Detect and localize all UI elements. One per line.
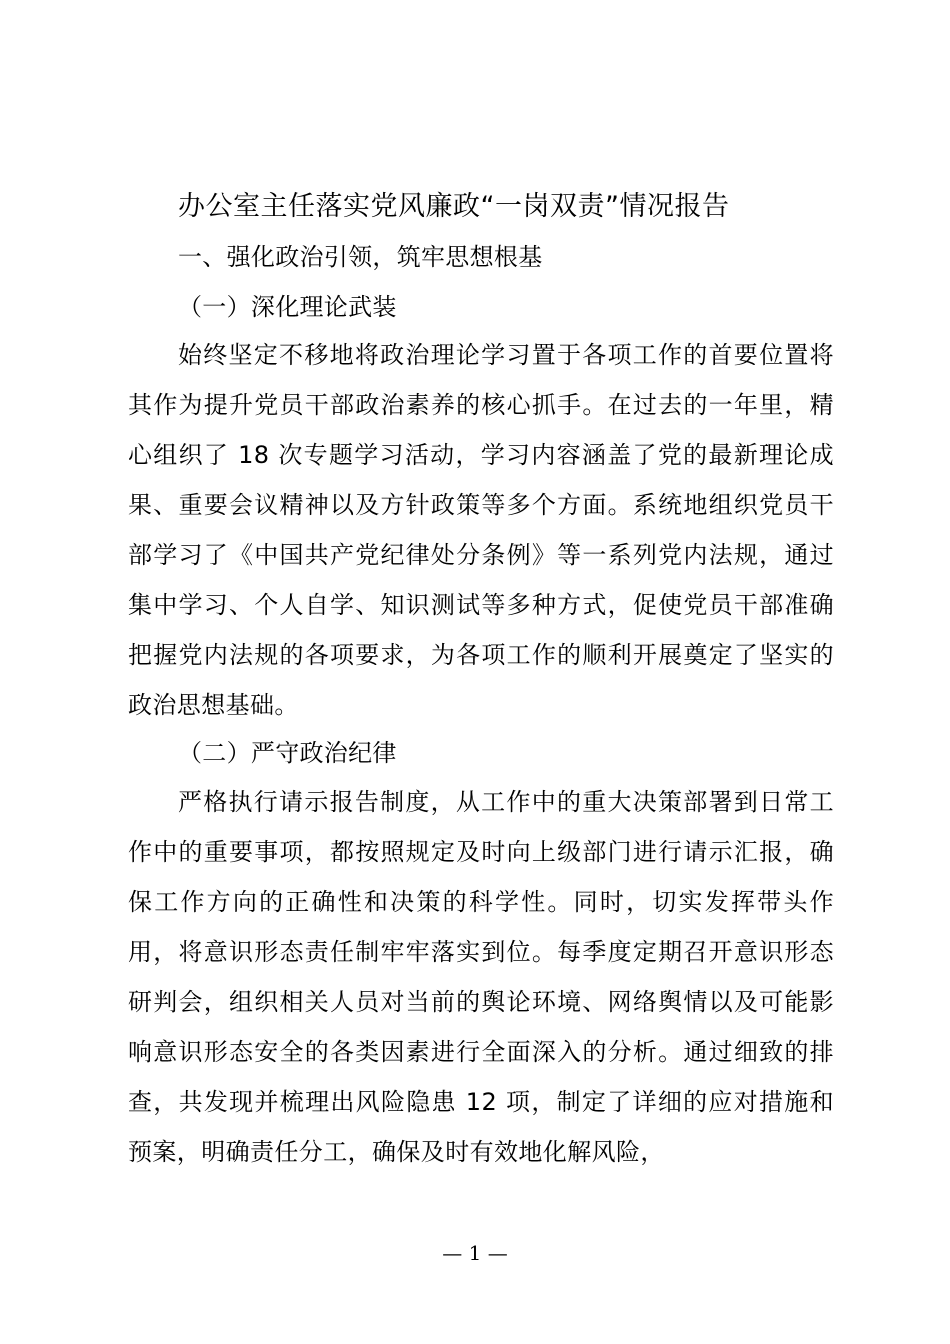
body-paragraph: 严格执行请示报告制度，从工作中的重大决策部署到日常工作中的重要事项，都按照规定及时向上级部门进行请示汇报，确保工作方向的正确性和决策的科学性。同时，切实发挥带头作用，将意识形态责任制牢牢落实到位。每季度定期召开意识形态研判会，组织相关人员对当前的舆论环境、网络舆情以及可能影响意识形态安全的各类因素进行全面深入的分析。通过细致的排查，共发现并梳理出风险隐患 12 项，制定了详细的应对措施和预案，明确责任分工，确保及时有效地化解风险， [128, 788, 834, 1166]
document-title: 办公室主任落实党风廉政“一岗双责”情况报告 [178, 191, 730, 222]
page-number: — 1 — [442, 1241, 508, 1265]
subsection-heading: （一）深化理论武装 [178, 293, 397, 321]
body-paragraph: 始终坚定不移地将政治理论学习置于各项工作的首要位置将其作为提升党员干部政治素养的核心抓手。在过去的一年里，精心组织了 18 次专题学习活动，学习内容涵盖了党的最新理论成果、重要会议精神以及方针政策等多个方面。系统地组织党员干部学习了《中国共产党纪律处分条例》等一系列党内法规，通过集中学习、个人自学、知识测试等多种方式，促使党员干部准确把握党内法规的各项要求，为各项工作的顺利开展奠定了坚实的政治思想基础。 [128, 341, 834, 719]
section-heading: 一、强化政治引领，筑牢思想根基 [178, 243, 543, 271]
subsection-heading: （二）严守政治纪律 [178, 739, 397, 767]
